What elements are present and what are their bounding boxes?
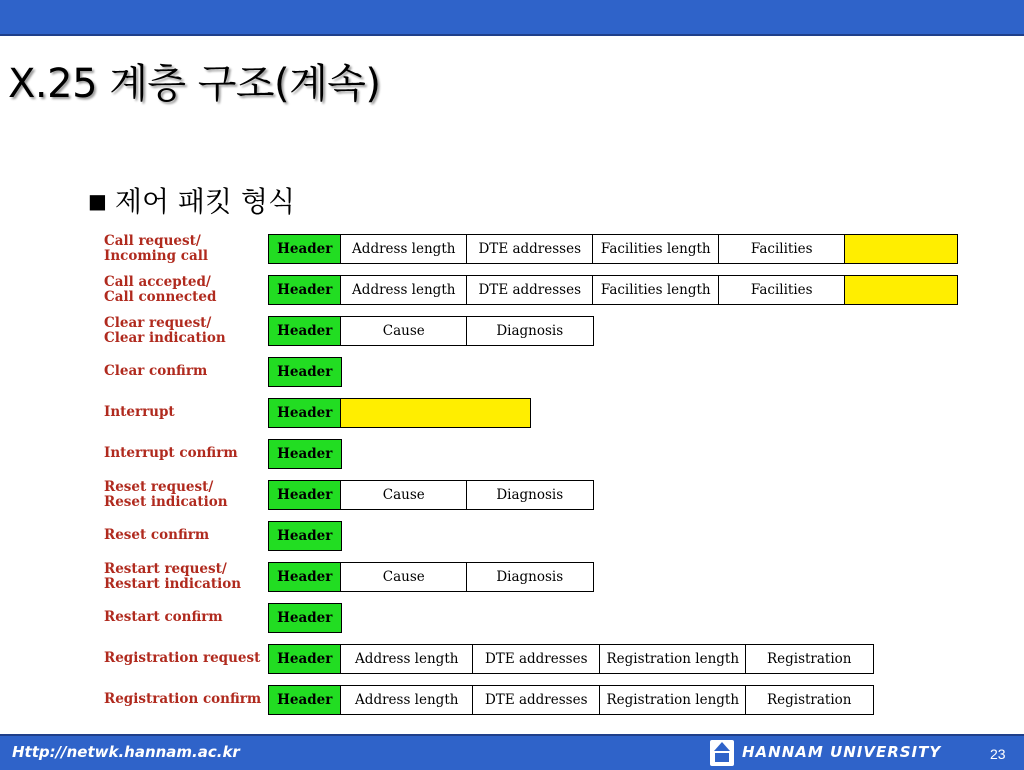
slide-title: X.25 계층 구조(계속) <box>8 61 381 107</box>
highlight-field <box>844 275 958 305</box>
highlight-field <box>340 398 531 428</box>
header-field: Header <box>268 562 342 592</box>
packet-field: Diagnosis <box>466 480 594 510</box>
packet-field: Registration length <box>599 685 747 715</box>
packet-label: Registration confirm <box>104 691 262 707</box>
header-field: Header <box>268 439 342 469</box>
header-field: Header <box>268 644 342 674</box>
packet-field: Registration <box>745 685 874 715</box>
packet-field: Cause <box>340 316 468 346</box>
subtitle-text: 제어 패킷 형식 <box>114 185 295 218</box>
header-field: Header <box>268 316 342 346</box>
packet-field: Address length <box>340 275 468 305</box>
packet-label: Restart request/ Restart indication <box>104 561 242 592</box>
highlight-field <box>844 234 958 264</box>
header-field: Header <box>268 603 342 633</box>
packet-field: Cause <box>340 480 468 510</box>
packet-label: Clear confirm <box>104 363 208 379</box>
university-logo-icon <box>710 740 734 766</box>
packet-label: Interrupt confirm <box>104 445 238 461</box>
header-field: Header <box>268 521 342 551</box>
packet-field: Facilities length <box>592 275 720 305</box>
header-field: Header <box>268 398 342 428</box>
packet-field: Address length <box>340 644 474 674</box>
packet-field: DTE addresses <box>472 644 601 674</box>
packet-field: Registration length <box>599 644 747 674</box>
footer-url[interactable]: Http://netwk.hannam.ac.kr <box>12 743 240 761</box>
packet-field: Address length <box>340 685 474 715</box>
packet-label: Reset request/ Reset indication <box>104 479 228 510</box>
packet-field: Cause <box>340 562 468 592</box>
packet-field: Address length <box>340 234 468 264</box>
header-field: Header <box>268 234 342 264</box>
packet-label: Registration request <box>104 650 261 666</box>
packet-field: Diagnosis <box>466 316 594 346</box>
packet-label: Reset confirm <box>104 527 210 543</box>
bullet-square-icon: ■ <box>88 189 107 213</box>
footer-bar <box>0 734 1024 770</box>
page-number: 23 <box>990 746 1006 762</box>
packet-label: Restart confirm <box>104 609 223 625</box>
packet-field: DTE addresses <box>466 275 594 305</box>
packet-label: Call request/ Incoming call <box>104 233 208 264</box>
packet-label: Clear request/ Clear indication <box>104 315 226 346</box>
packet-field: DTE addresses <box>466 234 594 264</box>
packet-field: Facilities <box>718 275 846 305</box>
packet-label: Call accepted/ Call connected <box>104 274 217 305</box>
packet-field: DTE addresses <box>472 685 601 715</box>
packet-field: Facilities <box>718 234 846 264</box>
packet-label: Interrupt <box>104 404 175 420</box>
header-field: Header <box>268 357 342 387</box>
packet-field: Diagnosis <box>466 562 594 592</box>
university-name: HANNAM UNIVERSITY <box>742 743 942 761</box>
header-field: Header <box>268 685 342 715</box>
header-field: Header <box>268 480 342 510</box>
packet-field: Registration <box>745 644 874 674</box>
packet-field: Facilities length <box>592 234 720 264</box>
header-field: Header <box>268 275 342 305</box>
